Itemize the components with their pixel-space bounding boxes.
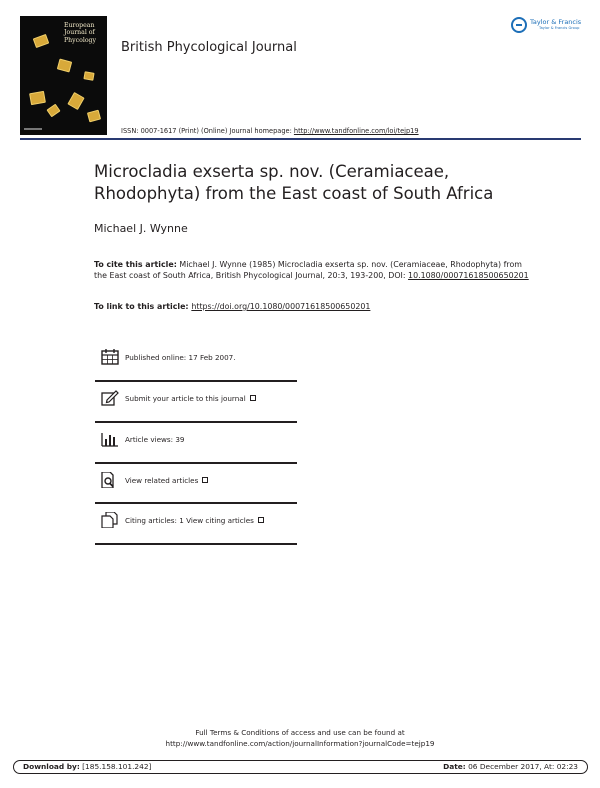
info-divider — [95, 421, 297, 423]
external-link-icon — [202, 477, 208, 483]
journal-cover-image — [20, 16, 107, 135]
publisher-logo-name: Taylor & Francis — [530, 18, 582, 26]
terms-text: Full Terms & Conditions of access and use can be found at — [195, 728, 405, 737]
terms-footer — [0, 727, 600, 749]
related-articles-text: View related articles — [125, 476, 199, 485]
publisher-logo[interactable] — [511, 15, 583, 37]
document-search-icon — [101, 472, 119, 488]
header-divider — [20, 138, 581, 140]
cover-diatom-shape — [33, 34, 50, 48]
article-views-row — [95, 434, 297, 474]
download-date-label: Date: — [443, 762, 466, 771]
info-divider — [95, 380, 297, 382]
edit-icon — [101, 390, 119, 406]
article-doi-url-link[interactable]: https://doi.org/10.1080/00071618500650201 — [191, 302, 371, 311]
external-link-icon — [250, 395, 256, 401]
download-info-bar — [13, 760, 588, 774]
related-articles-row[interactable] — [95, 475, 297, 515]
issn-line — [121, 127, 419, 135]
download-date-value: 06 December 2017, At: 02:23 — [465, 762, 578, 771]
citation-block — [94, 259, 534, 281]
cover-diatom-shape — [67, 92, 84, 110]
info-divider — [95, 462, 297, 464]
citing-articles-link[interactable] — [125, 515, 264, 526]
cover-title — [64, 22, 104, 44]
cover-diatom-shape — [87, 110, 101, 123]
cover-title-line: Phycology — [64, 36, 96, 44]
terms-url[interactable]: http://www.tandfonline.com/action/journalInformation?journalCode=tejp19 — [165, 739, 435, 748]
cover-diatom-shape — [57, 59, 72, 73]
download-date — [443, 762, 578, 771]
article-author: Michael J. Wynne — [94, 222, 188, 235]
cover-title-line: Journal of — [64, 29, 95, 37]
download-by-label: Download by: — [23, 762, 80, 771]
article-title — [94, 161, 554, 205]
published-online-text: Published online: 17 Feb 2007. — [125, 353, 236, 362]
info-divider — [95, 543, 297, 545]
submit-article-text: Submit your article to this journal — [125, 394, 246, 403]
journal-homepage-link[interactable]: http://www.tandfonline.com/loi/tejp19 — [293, 127, 419, 135]
article-link-block — [94, 301, 534, 312]
download-ip: [185.158.101.242] — [79, 762, 152, 771]
publisher-logo-subtitle: Taylor & Francis Group — [539, 26, 580, 30]
cover-diatom-shape — [29, 91, 46, 105]
citing-articles-text: Citing articles: 1 View citing articles — [125, 516, 254, 525]
article-title-line: Rhodophyta) from the East coast of South Africa — [94, 184, 494, 203]
journal-name: British Phycological Journal — [121, 40, 297, 55]
issn-text: ISSN: 0007-1617 (Print) (Online) Journal homepage: — [121, 127, 294, 135]
submit-article-link[interactable] — [125, 393, 256, 404]
cite-text: Michael J. Wynne (1985) Microcladia exserta sp. nov. (Ceramiaceae, Rhodophyta) from the East coast of South Africa, British Phycological Journal, 20:3, 193-200, DOI: — [94, 260, 522, 280]
calendar-icon — [101, 349, 119, 365]
publisher-logo-icon — [511, 17, 527, 33]
cover-diatom-shape — [83, 71, 94, 81]
link-label: To link to this article: — [94, 302, 192, 311]
download-by — [23, 762, 151, 771]
external-link-icon — [258, 517, 264, 523]
info-divider — [95, 502, 297, 504]
cite-label: To cite this article: — [94, 260, 177, 269]
article-views-text: Article views: 39 — [125, 435, 185, 444]
doi-link[interactable]: 10.1080/00071618500650201 — [408, 271, 529, 280]
cover-title-line: European — [64, 22, 95, 29]
citing-articles-row[interactable] — [95, 515, 297, 555]
documents-icon — [101, 512, 119, 528]
bar-chart-icon — [101, 431, 119, 447]
related-articles-link[interactable] — [125, 475, 208, 486]
cover-diatom-shape — [46, 104, 60, 118]
submit-article-row[interactable] — [95, 393, 297, 433]
cover-publisher-mark — [24, 128, 54, 132]
article-title-line: Microcladia exserta sp. nov. (Ceramiaceae, — [94, 162, 450, 181]
published-online-row — [95, 352, 297, 392]
